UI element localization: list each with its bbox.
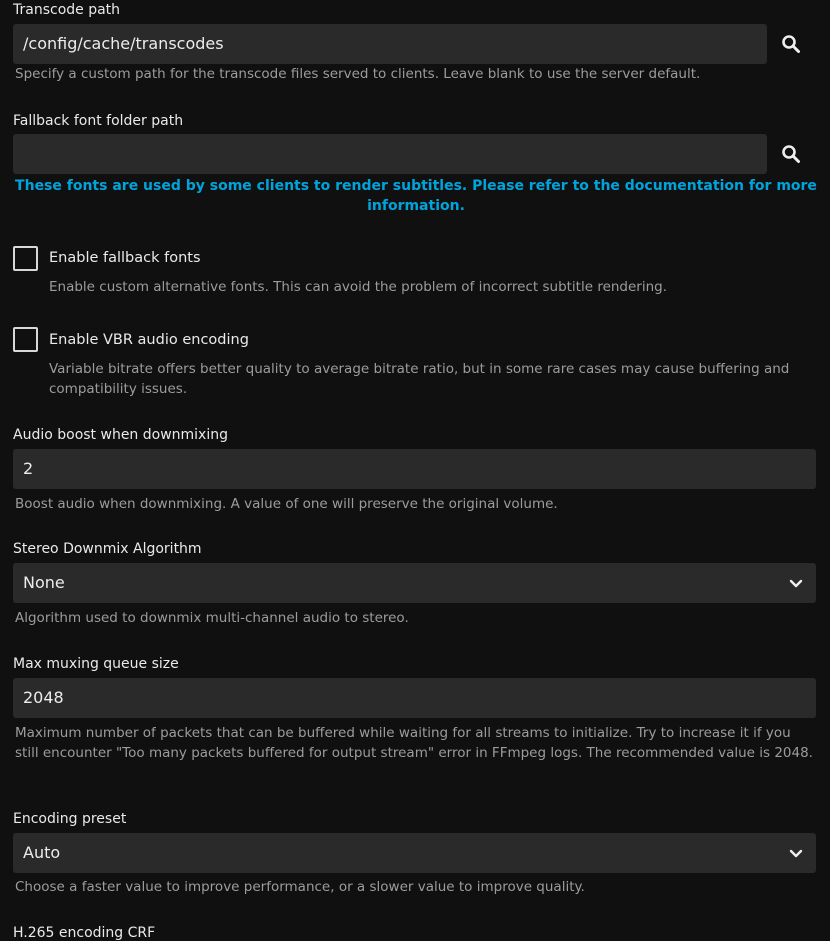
chevron-down-icon [788,575,804,591]
downmix-algorithm-description: Algorithm used to downmix multi-channel audio to stereo. [15,610,409,626]
chevron-down-icon [788,845,804,861]
encoding-preset-description: Choose a faster value to improve performance, or a slower value to improve quality. [15,879,585,895]
audio-boost-input[interactable]: 2 [13,449,816,489]
encoding-preset-label: Encoding preset [13,811,127,827]
search-icon [781,34,801,54]
search-icon [781,144,801,164]
encoding-preset-value: Auto [23,843,61,862]
enable-fallback-fonts-checkbox[interactable] [13,246,38,271]
max-muxing-label: Max muxing queue size [13,656,179,672]
enable-vbr-label[interactable]: Enable VBR audio encoding [49,332,249,348]
downmix-algorithm-label: Stereo Downmix Algorithm [13,541,202,557]
enable-vbr-checkbox[interactable] [13,327,38,352]
enable-fallback-fonts-label[interactable]: Enable fallback fonts [49,250,201,266]
fallback-font-note: These fonts are used by some clients to render subtitles. Please refer to the documentation for more information. [15,178,817,214]
transcode-path-description: Specify a custom path for the transcode files served to clients. Leave blank to use the server default. [15,66,701,82]
max-muxing-description: Maximum number of packets that can be buffered while waiting for all streams to initialize. Try to increase it if you still encounter "Too many packets buffered for output stream" error in FFmpeg logs. The recommended value is 2048. [15,725,813,761]
transcode-path-label: Transcode path [13,2,121,18]
fallback-font-browse-button[interactable] [771,134,811,174]
max-muxing-input[interactable]: 2048 [13,678,816,718]
enable-fallback-fonts-description: Enable custom alternative fonts. This can avoid the problem of incorrect subtitle rendering. [49,279,668,295]
downmix-algorithm-value: None [23,573,65,592]
encoding-preset-select[interactable] [13,833,816,873]
enable-vbr-description: Variable bitrate offers better quality to average bitrate ratio, but in some rare cases may cause buffering and compatibility issues. [49,361,790,397]
fallback-font-label: Fallback font folder path [13,113,184,129]
downmix-algorithm-select[interactable] [13,563,816,603]
h265-crf-label: H.265 encoding CRF [13,925,156,941]
transcode-path-input[interactable]: /config/cache/transcodes [13,24,767,64]
fallback-font-input[interactable] [13,134,767,174]
audio-boost-label: Audio boost when downmixing [13,427,228,443]
audio-boost-description: Boost audio when downmixing. A value of one will preserve the original volume. [15,496,558,512]
transcode-path-browse-button[interactable] [771,24,811,64]
